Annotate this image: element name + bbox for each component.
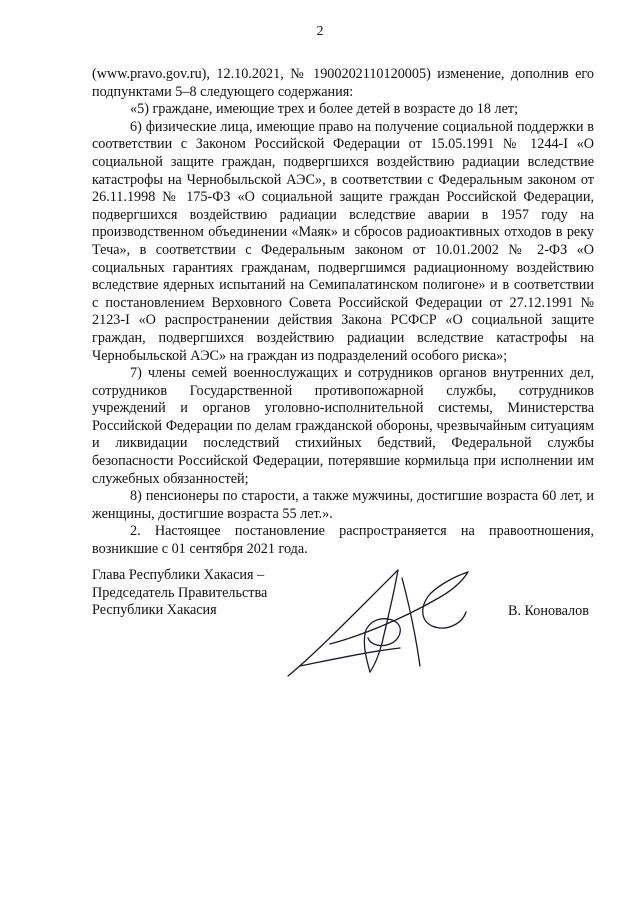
signatory-position-line: Республики Хакасия: [92, 602, 217, 619]
paragraph-intro: (www.pravo.gov.ru), 12.10.2021, № 1900202110120005) изменение, дополнив его подпунктами 5–8 следующего содержания:: [92, 66, 594, 100]
signatory-position-line: Председатель Правительства: [92, 584, 268, 601]
paragraph-clause-2: 2. Настоящее постановление распространяется на правоотношения, возникшие с 01 сентября 2021 года.: [92, 523, 594, 558]
paragraph-item-5: «5) граждане, имеющие трех и более детей в возрасте до 18 лет;: [130, 101, 519, 118]
page-number: 2: [316, 24, 324, 39]
paragraph-item-6: 6) физические лица, имеющие право на получение социальной поддержки в соответствии с Законом Российской Федерации от 15.05.1991 № 1244-I «О социальной защите граждан, подвергшихся воздействию радиации вследствие катастрофы на Чернобыльской АЭС», в соответствии с Федеральным законом от 26.11.1998 № 175-ФЗ «О социальной защите граждан Российской Федерации, подвергшихся воздействию радиации вследствие аварии в 1957 году на производственном объединении «Маяк» и сбросов радиоактивных отходов в реку Теча», в соответствии с Федеральным законом от 10.01.2002 № 2-ФЗ «О социальных гарантиях гражданам, подвергшимся радиационному воздействию вследствие ядерных испытаний на Семипалатинском полигоне» и в соответствии с постановлением Верховного Совета Российской Федерации от 27.12.1991 № 2123-I «О распространении действия Закона РСФСР «О социальной защите граждан, подвергшихся воздействию радиации вследствие катастрофы на Чернобыльской АЭС» на граждан из подразделений особого риска»;: [92, 118, 594, 364]
signer-name: В. Коновалов: [508, 603, 589, 619]
paragraph-item-7: 7) члены семей военнослужащих и сотрудников органов внутренних дел, сотрудников Государственной противопожарной службы, сотрудников учреждений и органов уголовно-исполнительной системы, Министерства Российской Федерации по делам гражданской обороны, чрезвычайным ситуациям и ликвидации последствий стихийных бедствий, Федеральной службы безопасности Российской Федерации, потерявшие кормильца при исполнении им служебных обязанностей;: [92, 365, 594, 487]
handwritten-signature: [270, 548, 480, 688]
document-body: [92, 66, 594, 559]
paragraph-item-8: 8) пенсионеры по старости, а также мужчины, достигшие возраста 60 лет, и женщины, достигшие возраста 55 лет.».: [92, 488, 594, 522]
signatory-position-line: Глава Республики Хакасия –: [92, 567, 265, 583]
